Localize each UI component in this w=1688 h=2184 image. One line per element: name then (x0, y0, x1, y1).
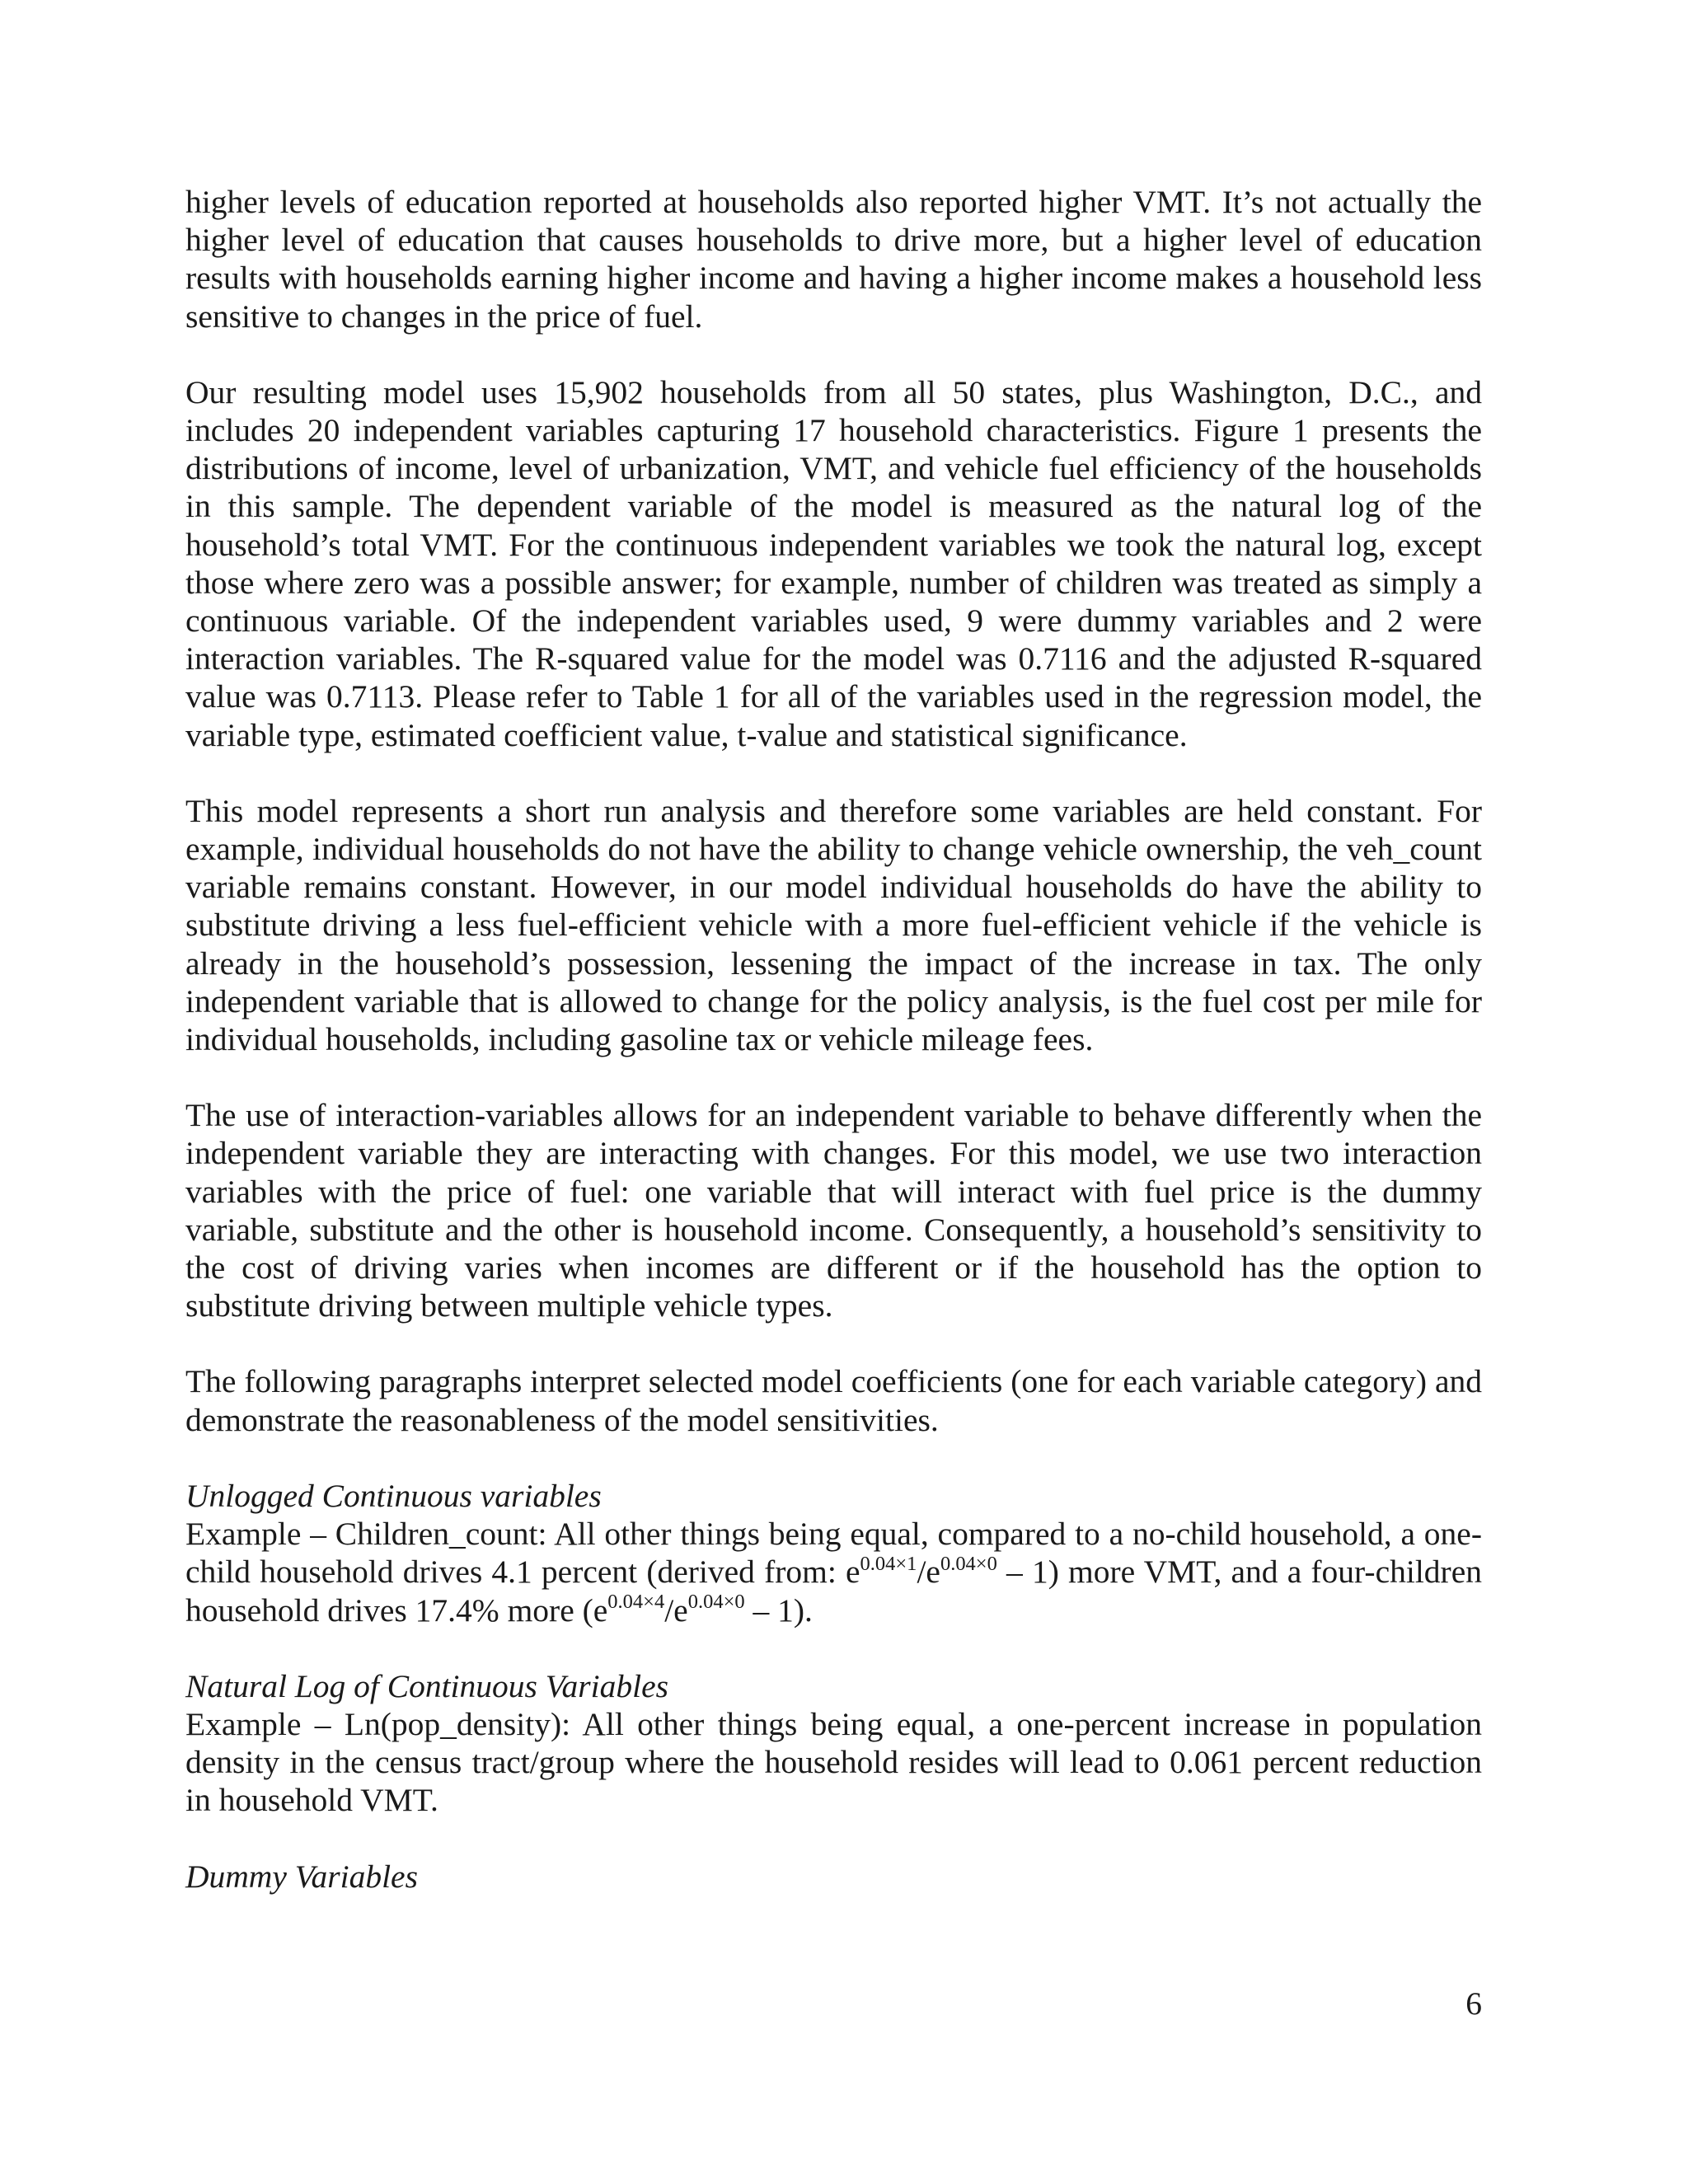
superscript: 0.04×0 (687, 1591, 745, 1614)
section-heading-dummy: Dummy Variables (185, 1858, 418, 1895)
section-heading-natural-log: Natural Log of Continuous Variables (185, 1667, 669, 1704)
text-fragment: – 1). (744, 1591, 813, 1629)
section-dummy-variables (185, 1858, 1482, 1896)
text-fragment: /e (664, 1591, 688, 1629)
paragraph-interaction-variables: The use of interaction-variables allows for an independent variable to behave differently when the independent variable they are interacting with changes. For this model, we use two interaction variables with the price of fuel: one variable that will interact with fuel price is the dummy variable, substitute and the other is household income. Consequently, a household’s sensitivity to the cost of driving varies when incomes are different or if the household has the option to substitute driving between multiple vehicle types. (185, 1097, 1482, 1324)
paragraph-following: The following paragraphs interpret selected model coefficients (one for each variable category) and demonstrate the reasonableness of the model sensitivities. (185, 1363, 1482, 1438)
paragraph-short-run: This model represents a short run analysis and therefore some variables are held constant. For example, individual households do not have the ability to change vehicle ownership, the veh_count variable remains constant. However, in our model individual households do have the ability to substitute driving a less fuel-efficient vehicle with a more fuel-efficient vehicle if the vehicle is already in the household’s possession, lessening the impact of the increase in tax. The only independent variable that is allowed to change for the policy analysis, is the fuel cost per mile for individual households, including gasoline tax or vehicle mileage fees. (185, 792, 1482, 1058)
section-natural-log (185, 1667, 1482, 1820)
page-number: 6 (1465, 1985, 1482, 2022)
document-page (185, 183, 1482, 1933)
superscript: 0.04×0 (940, 1553, 997, 1576)
text-fragment: – 1) more VMT, and a four-children household drives 17.4% more (e (185, 1554, 1482, 1629)
paragraph-children-count (185, 1515, 1482, 1629)
paragraph-education: higher levels of education reported at households also reported higher VMT. It’s not actually the higher level of education that causes households to drive more, but a higher level of education results with households earning higher income and having a higher income makes a household less sensitive to changes in the price of fuel. (185, 184, 1482, 335)
paragraph-model-description: Our resulting model uses 15,902 households from all 50 states, plus Washington, D.C., and includes 20 independent variables capturing 17 household characteristics. Figure 1 presents the distributions of income, level of urbanization, VMT, and vehicle fuel efficiency of the households in this sample. The dependent variable of the model is measured as the natural log of the household’s total VMT. For the continuous independent variables we took the natural log, except those where zero was a possible answer; for example, number of children was treated as simply a continuous variable. Of the independent variables used, 9 were dummy variables and 2 were interaction variables. The R-squared value for the model was 0.7116 and the adjusted R-squared value was 0.7113. Please refer to Table 1 for all of the variables used in the regression model, the variable type, estimated coefficient value, t-value and statistical significance. (185, 373, 1482, 753)
text-fragment: Example – Children_count: All other things being equal, compared to a no-child household, a one-child household drives 4.1 percent (derived from: e (185, 1516, 1482, 1591)
text-fragment: /e (917, 1554, 940, 1591)
section-unlogged-continuous (185, 1477, 1482, 1629)
paragraph-pop-density: Example – Ln(pop_density): All other things being equal, a one-percent increase in population density in the census tract/group where the household resides will lead to 0.061 percent reduction in household VMT. (185, 1705, 1482, 1819)
superscript: 0.04×4 (607, 1591, 665, 1614)
section-heading-unlogged: Unlogged Continuous variables (185, 1477, 602, 1514)
superscript: 0.04×1 (860, 1553, 917, 1576)
